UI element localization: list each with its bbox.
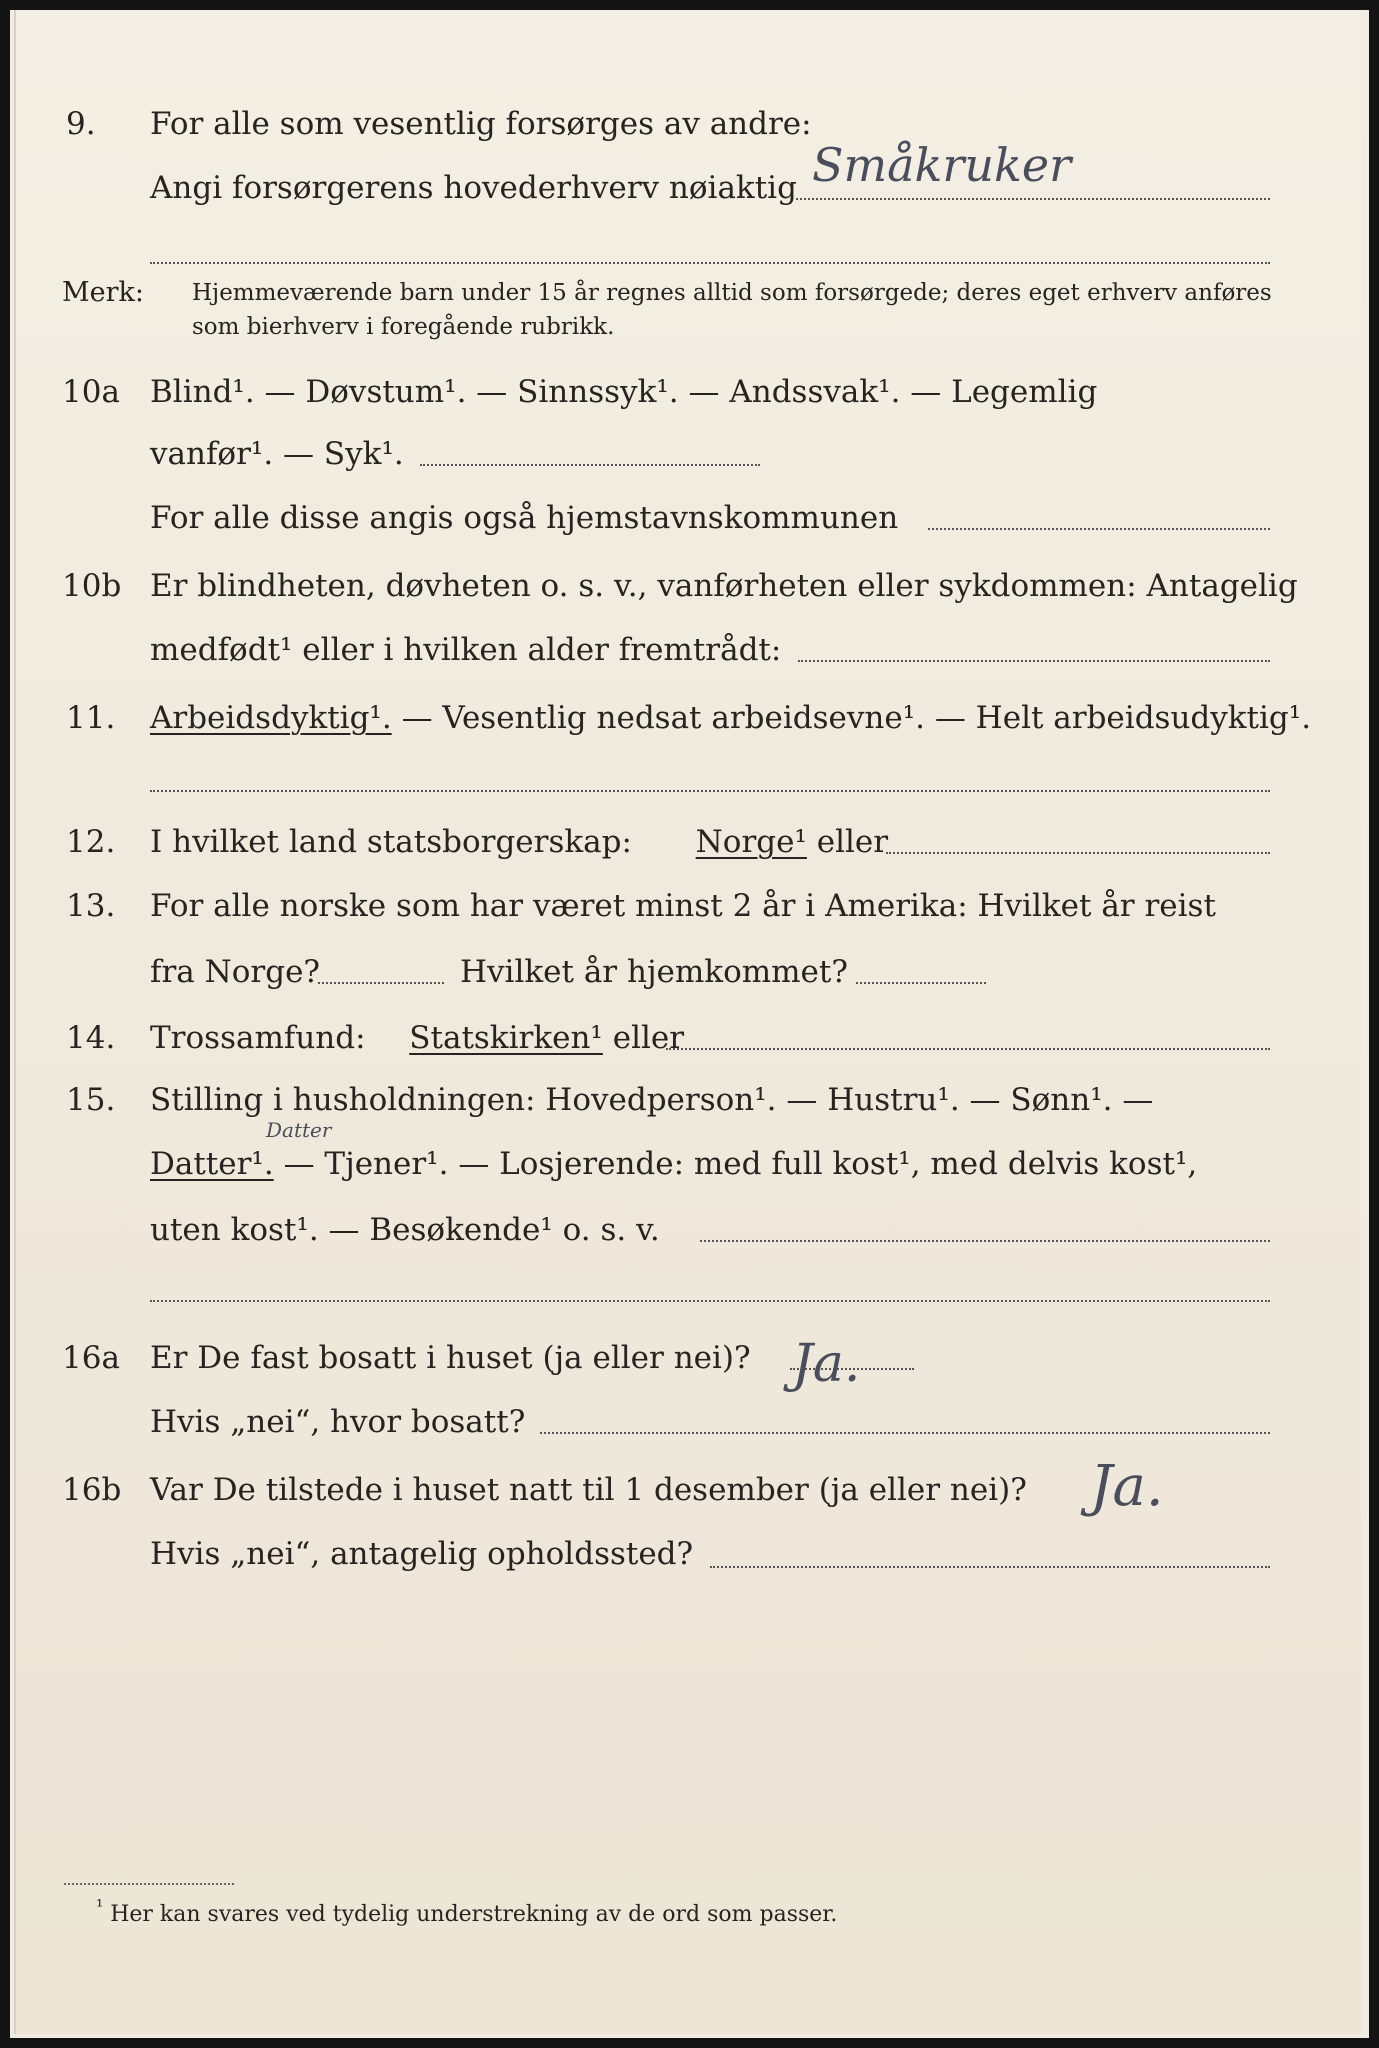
q10a-hjemstavn-line (928, 528, 1270, 530)
q13-line2 (0, 942, 1379, 1002)
q13-hjemkommet-line (856, 982, 986, 984)
footnote-mark: ¹ (96, 1896, 104, 1918)
q15-answer-line (700, 1240, 1270, 1242)
q16b-opholdssted-line (710, 1566, 1270, 1568)
q12-norge-underlined: Norge¹ (695, 824, 807, 860)
q13-text1: For alle norske som har været minst 2 år i Amerika: Hvilket år reist (150, 888, 1216, 924)
q14-line (0, 1008, 1379, 1068)
q15-text1: Stilling i husholdningen: Hovedperson¹. — Hustru¹. — Sønn¹. — (150, 1082, 1154, 1118)
q16b-number: 16b (62, 1472, 122, 1508)
q10b-line2 (0, 620, 1379, 680)
q10b-text2: medfødt¹ eller i hvilken alder fremtrådt: (150, 632, 782, 668)
q10a-line1 (0, 362, 1379, 422)
q13-number: 13. (66, 888, 116, 924)
q13-text2a: fra Norge? (150, 954, 321, 990)
q11-arbeidsdyktig-underlined: Arbeidsdyktig¹. (150, 700, 392, 736)
q14-statskirken-underlined: Statskirken¹ (409, 1020, 603, 1056)
q12-line (0, 812, 1379, 872)
q16a-number: 16a (62, 1340, 120, 1376)
q16a-line1 (0, 1328, 1379, 1388)
q11-line (0, 688, 1379, 748)
merk-label: Merk: (62, 277, 144, 308)
q9-number: 9. (66, 106, 96, 142)
q16b-text1: Var De tilstede i huset natt til 1 desember (ja eller nei)? (150, 1472, 1027, 1508)
q14-text: Trossamfund: (150, 1020, 366, 1056)
q9-line1 (0, 94, 1379, 154)
q11-number: 11. (66, 700, 116, 736)
footnote-rule (64, 1883, 234, 1885)
q16b-line2 (0, 1524, 1379, 1584)
q9-handwritten-answer: Småkruker (812, 138, 1072, 192)
q9-line2 (0, 158, 1379, 218)
footnote-text: Her kan svares ved tydelig understrekning av de ord som passer. (110, 1902, 838, 1927)
q15-line3 (0, 1200, 1379, 1260)
q14-answer-line (666, 1048, 1270, 1050)
footnote (96, 1896, 838, 1930)
q9-text2: Angi forsørgerens hovederhverv nøiaktig (150, 170, 797, 206)
q16a-text2: Hvis „nei“, hvor bosatt? (150, 1404, 526, 1440)
q10a-number: 10a (62, 374, 120, 410)
q15-extra-line (150, 1300, 1270, 1302)
q15-datter-underlined: Datter¹. (150, 1146, 274, 1182)
q14-number: 14. (66, 1020, 116, 1056)
q16a-handwritten-answer: Ja. (792, 1334, 861, 1394)
q11-extra-line (150, 790, 1270, 792)
q15-line2 (0, 1134, 1379, 1194)
q10b-answer-line (798, 660, 1270, 662)
q10b-line1 (0, 556, 1379, 616)
q12-tail: eller (816, 824, 889, 860)
q16a-text1: Er De fast bosatt i huset (ja eller nei)? (150, 1340, 751, 1376)
q15-line1 (0, 1070, 1379, 1130)
q16a-line2 (0, 1392, 1379, 1452)
q13-text2b: Hvilket år hjemkommet? (460, 954, 848, 990)
q10a-line2 (0, 424, 1379, 484)
q11-rest: — Vesentlig nedsat arbeidsevne¹. — Helt arbeidsudyktig¹. (401, 700, 1312, 736)
q9-extra-line (150, 262, 1270, 264)
q16a-bosatt-line (540, 1432, 1270, 1434)
q10a-text2: vanfør¹. — Syk¹. (150, 436, 404, 472)
q10b-number: 10b (62, 568, 122, 604)
q14-tail: eller (612, 1020, 685, 1056)
q12-text: I hvilket land statsborgerskap: (150, 824, 632, 860)
q16b-line1 (0, 1460, 1379, 1520)
q15-text3: uten kost¹. — Besøkende¹ o. s. v. (150, 1212, 660, 1248)
q16b-handwritten-answer: Ja. (1090, 1454, 1164, 1519)
q15-number: 15. (66, 1082, 116, 1118)
q15-handwritten-note: Datter (266, 1118, 332, 1142)
q10a-text1: Blind¹. — Døvstum¹. — Sinnssyk¹. — Andssvak¹. — Legemlig (150, 374, 1098, 410)
q13-line1 (0, 876, 1379, 936)
q16b-text2: Hvis „nei“, antagelig opholdssted? (150, 1536, 694, 1572)
q9-text1: For alle som vesentlig forsørges av andre: (150, 106, 812, 142)
q9-answer-line (796, 198, 1270, 200)
q12-number: 12. (66, 824, 116, 860)
merk-text: Hjemmeværende barn under 15 år regnes alltid som forsørgede; deres eget erhverv anføres som bierhverv i foregående rubrikk. (192, 280, 1272, 340)
q10b-text1: Er blindheten, døvheten o. s. v., vanførheten eller sykdommen: Antagelig (150, 568, 1298, 604)
q15-text2: — Tjener¹. — Losjerende: med full kost¹, med delvis kost¹, (283, 1146, 1198, 1182)
q10a-line3 (0, 488, 1379, 548)
q10a-syk-line (420, 464, 760, 466)
q10a-text3: For alle disse angis også hjemstavnskommunen (150, 500, 899, 536)
q12-answer-line (886, 852, 1270, 854)
q13-reist-line (318, 982, 444, 984)
